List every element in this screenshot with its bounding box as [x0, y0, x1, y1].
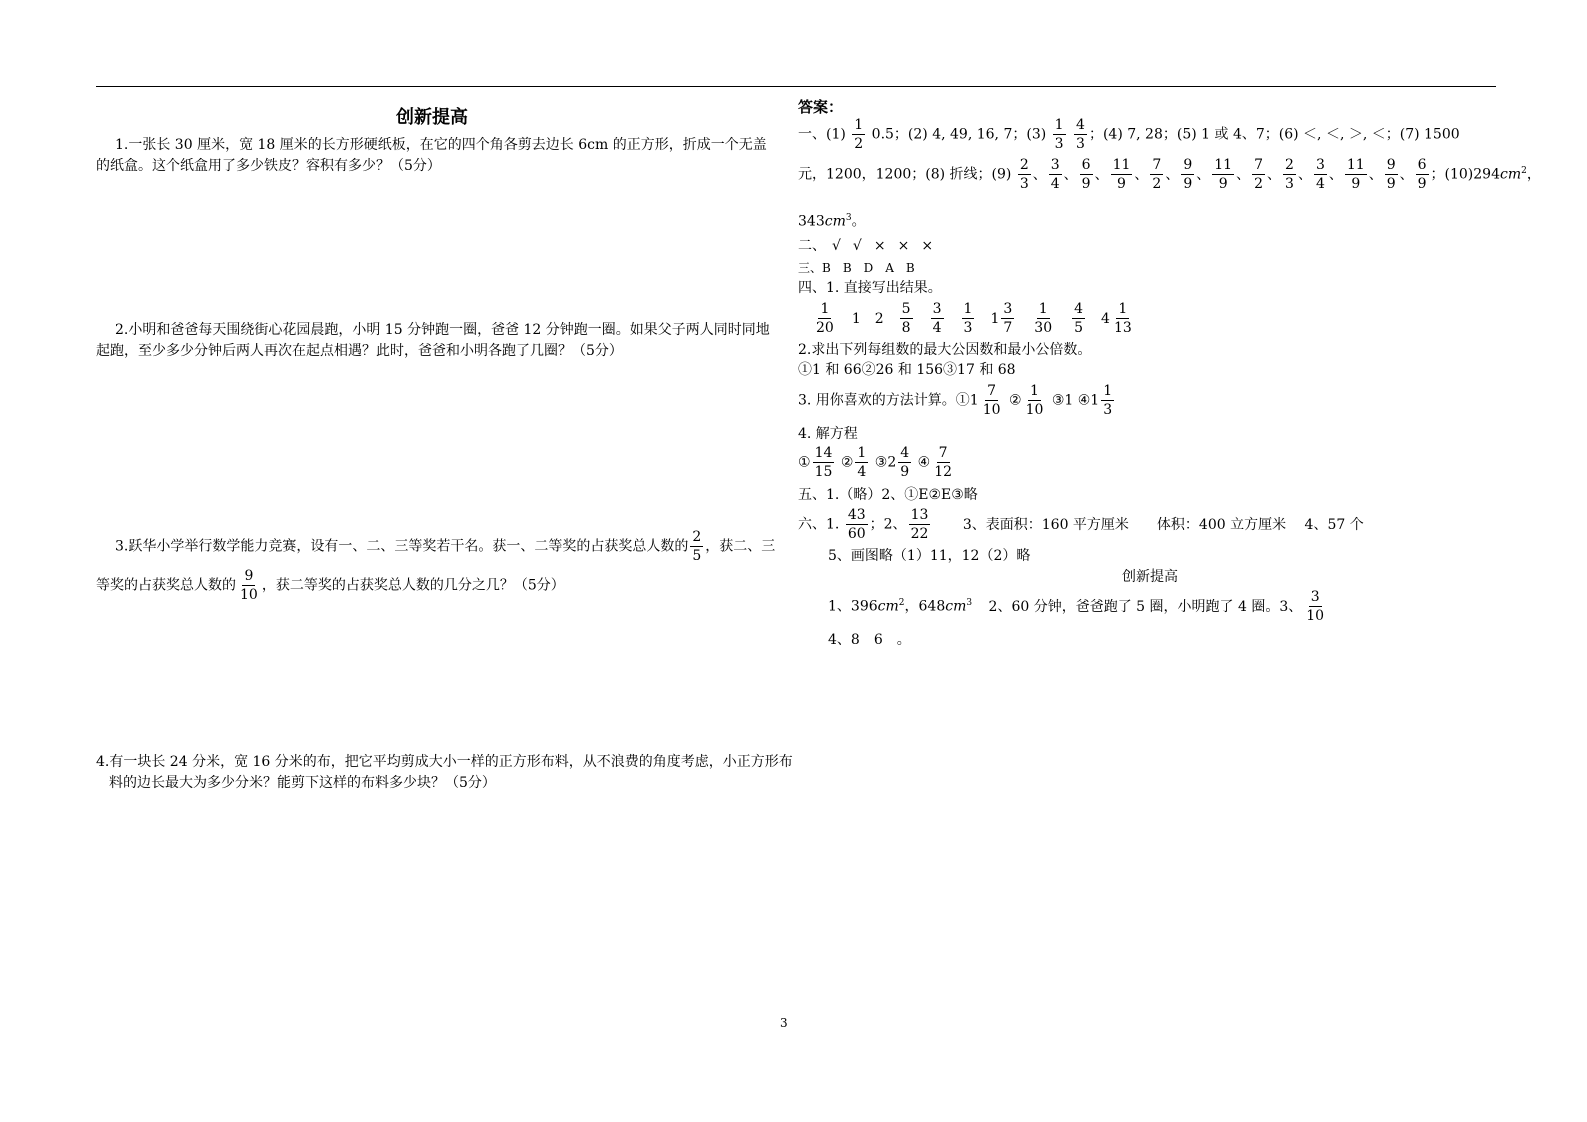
innov-b: ，648	[904, 598, 946, 615]
ans1-text-b: 0.5；(2) 4, 49, 16, 7；(3)	[871, 126, 1047, 143]
ans1-frac-item: $\frac{11}{9}$	[1346, 157, 1365, 192]
ans1-text-e: ；(10)294	[1430, 166, 1500, 183]
ans1-sq: 2	[1521, 165, 1527, 176]
answer-5: 五、1.（略）2、①E②E③略	[798, 487, 978, 503]
answer-4-q2-title: 2.求出下列每组数的最大公因数和最小公倍数。	[798, 342, 1092, 358]
ans4-q4-frac-2: $\frac{1}{4}$	[857, 445, 867, 480]
q3-fraction-9-10: $\frac{9}{10}$	[240, 568, 258, 603]
top-rule	[96, 86, 1496, 87]
ans4-q3-frac-3: $\frac{1}{3}$	[1103, 383, 1113, 418]
answer-1-line2	[798, 156, 1541, 193]
ans1-frac-item: $\frac{11}{9}$	[1112, 157, 1131, 192]
result-item: $\frac{3}{4}$	[932, 301, 942, 336]
q3-text-a: 3.跃华小学举行数学能力竞赛，设有一、二、三等奖若干名。获一、二等奖的占获奖总人数的	[115, 538, 689, 555]
ans2-mark-2: √	[852, 238, 862, 254]
answer-3: 三、B B D A B	[798, 261, 915, 275]
answer-4-results	[812, 300, 1150, 337]
q3-fraction-2-5: $\frac{2}{5}$	[692, 529, 702, 564]
ans1-text-a: 一、(1)	[798, 126, 846, 143]
result-item: $\frac{1}{20}$	[816, 301, 834, 336]
ans4-q3-frac-1: $\frac{7}{10}$	[982, 383, 1001, 418]
innovation-answer-line1	[828, 588, 1328, 625]
result-item: 2	[874, 310, 884, 327]
ans1-frac-4-3: $\frac{4}{3}$	[1076, 117, 1085, 152]
ans4-q4-frac-4: $\frac{7}{12}$	[934, 445, 953, 480]
result-item: $\frac{5}{8}$	[901, 301, 911, 336]
result-item: 1 $\frac{3}{7}$	[990, 301, 1013, 336]
ans2-mark-5: ×	[921, 238, 934, 254]
answer-4-q3	[798, 382, 1116, 419]
innovation-answer-title: 创新提高	[1122, 569, 1178, 585]
ans2-mark-4: ×	[897, 238, 910, 254]
question-4-line1: 4.有一块长 24 分米，宽 16 分米的布，把它平均剪成大小一样的正方形布料，从不浪费的角度考虑，小正方形布	[96, 754, 793, 770]
ans6-c: 3、表面积：160 平方厘米 体积：400 立方厘米 4、57 个	[962, 516, 1364, 533]
ans1-frac-item: $\frac{2}{3}$	[1019, 157, 1029, 192]
ans1-text-g: 。	[851, 213, 866, 230]
ans1-frac-item: $\frac{3}{4}$	[1315, 157, 1325, 192]
answer-2	[798, 236, 939, 257]
ans1-text-f: 343	[798, 213, 825, 230]
question-1: 1.一张长 30 厘米，宽 18 厘米的长方形硬纸板，在它的四个角各剪去边长 6cm 的正方形，折成一个无盖的纸盒。这个纸盒用了多少铁皮？容积有多少？（5分）	[96, 137, 767, 174]
ans4-q3-text: 3. 用你喜欢的方法计算。①1	[798, 392, 979, 409]
q3-text-c: 等奖的占获奖总人数的	[96, 577, 236, 594]
ans4-q4-d: ④	[917, 454, 931, 471]
question-4-line2: 料的边长最大为多少分米？能剪下这样的布料多少块？（5分）	[109, 775, 496, 791]
left-title: 创新提高	[396, 107, 468, 128]
ans1-text-c: ；(4) 7, 28；(5) 1 或 4、7；(6) ＜, ＜, ＞, ＜；(7) 1500	[1088, 126, 1460, 143]
ans1-frac-item: $\frac{6}{9}$	[1417, 157, 1427, 192]
ans1-frac-item: $\frac{3}{4}$	[1050, 157, 1060, 192]
answer-6-line1	[798, 506, 1364, 543]
ans1-frac-item: $\frac{7}{2}$	[1152, 157, 1162, 192]
innovation-answer-line2: 4、8 6 。	[828, 632, 911, 648]
ans1-comma: ，	[1526, 166, 1541, 183]
question-3-line1	[115, 528, 775, 565]
ans1-frac-1-3: $\frac{1}{3}$	[1054, 117, 1064, 152]
ans1-unit-b: cm	[824, 213, 846, 230]
ans6-frac-2: $\frac{13}{22}$	[910, 507, 929, 542]
q3-text-d: ，获二等奖的占获奖总人数的几分之几？（5分）	[261, 577, 565, 594]
question-3-line2	[96, 567, 565, 604]
innov-cube: 3	[966, 597, 973, 608]
ans6-a: 六、1.	[798, 516, 840, 533]
innov-frac: $\frac{3}{10}$	[1306, 589, 1325, 624]
ans4-q4-b: ②	[840, 454, 854, 471]
answer-1-line1	[798, 116, 1460, 153]
ans1-cube: 3	[845, 213, 852, 223]
answer-4-title: 四、1. 直接写出结果。	[798, 280, 942, 296]
ans2-mark-3: ×	[873, 238, 886, 254]
ans4-q3-b: ②	[1009, 392, 1022, 409]
innov-unit-a: cm	[877, 598, 899, 615]
page-number: 3	[780, 1016, 788, 1030]
ans1-frac-item: $\frac{2}{3}$	[1285, 157, 1294, 192]
answer-4-q4-title: 4. 解方程	[798, 426, 858, 442]
innov-unit-b: cm	[945, 598, 967, 615]
ans1-frac-item: $\frac{7}{2}$	[1254, 157, 1264, 192]
result-item: $\frac{1}{3}$	[963, 301, 973, 336]
ans4-q4-frac-3: $\frac{4}{9}$	[900, 445, 910, 480]
answer-6-line2: 5、画图略（1）11，12（2）略	[828, 548, 1031, 564]
ans1-frac-item: $\frac{9}{9}$	[1183, 157, 1193, 192]
innov-a: 1、396	[828, 598, 878, 615]
answer-4-q4	[798, 444, 956, 481]
ans6-frac-1: $\frac{43}{60}$	[847, 507, 866, 542]
result-item: $\frac{1}{30}$	[1034, 301, 1053, 336]
ans1-frac-item: $\frac{11}{9}$	[1214, 157, 1233, 192]
innov-sq: 2	[898, 597, 905, 608]
ans1-fractions-list: $\frac{2}{3}$ 、 $\frac{3}{4}$ 、 $\frac{6}{9}$ 、 $\frac{11}{9}$ 、 $\frac{7}{2}$ 、 $\frac{9}{9}$ 、 $\frac{11}{9}$ 、 $\frac{7}{2}$ 、 $\frac{2}{3}$ 、 $\frac{3}{4}$ 、 $\frac{11}{9}$ 、 $\frac{9}{9}$ 、 $\frac{6}{9}$	[1019, 157, 1427, 192]
question-2: 2.小明和爸爸每天围绕街心花园晨跑，小明 15 分钟跑一圈，爸爸 12 分钟跑一圈。如果父子两人同时同地起跑，至少多少分钟后两人再次在起点相遇？此时，爸爸和小明各跑了几圈？（5分）	[96, 322, 770, 359]
ans4-q4-frac-1: $\frac{14}{15}$	[814, 445, 833, 480]
ans4-q4-c: ③2	[874, 454, 897, 471]
answer-label: 答案：	[798, 98, 844, 116]
result-item: 4 $\frac{1}{13}$	[1101, 301, 1132, 336]
ans4-q4-a: ①	[798, 454, 811, 471]
q3-text-b: ，获二、三	[705, 538, 776, 555]
ans2-mark-1: √	[832, 238, 841, 254]
ans4-q3-c: ③1 ④1	[1051, 392, 1100, 409]
ans1-text-d: 元，1200，1200；(8) 折线；(9)	[798, 166, 1012, 183]
ans1-frac-1-2: $\frac{1}{2}$	[854, 117, 864, 152]
ans1-frac-item: $\frac{6}{9}$	[1081, 157, 1091, 192]
ans4-q3-frac-2: $\frac{1}{10}$	[1025, 383, 1044, 418]
answer-1-line3	[798, 208, 866, 233]
ans1-unit-a: cm	[1500, 166, 1522, 183]
ans6-b: ；2、	[869, 516, 907, 533]
ans1-frac-item: $\frac{9}{9}$	[1386, 157, 1396, 192]
answer-4-q2-text: ①1 和 66②26 和 156③17 和 68	[798, 362, 1016, 378]
innov-c: 2、60 分钟，爸爸跑了 5 圈，小明跑了 4 圈。3、	[988, 598, 1303, 615]
ans2-label: 二、	[798, 238, 826, 254]
result-item: $\frac{4}{5}$	[1074, 301, 1084, 336]
result-item: 1	[851, 310, 861, 327]
